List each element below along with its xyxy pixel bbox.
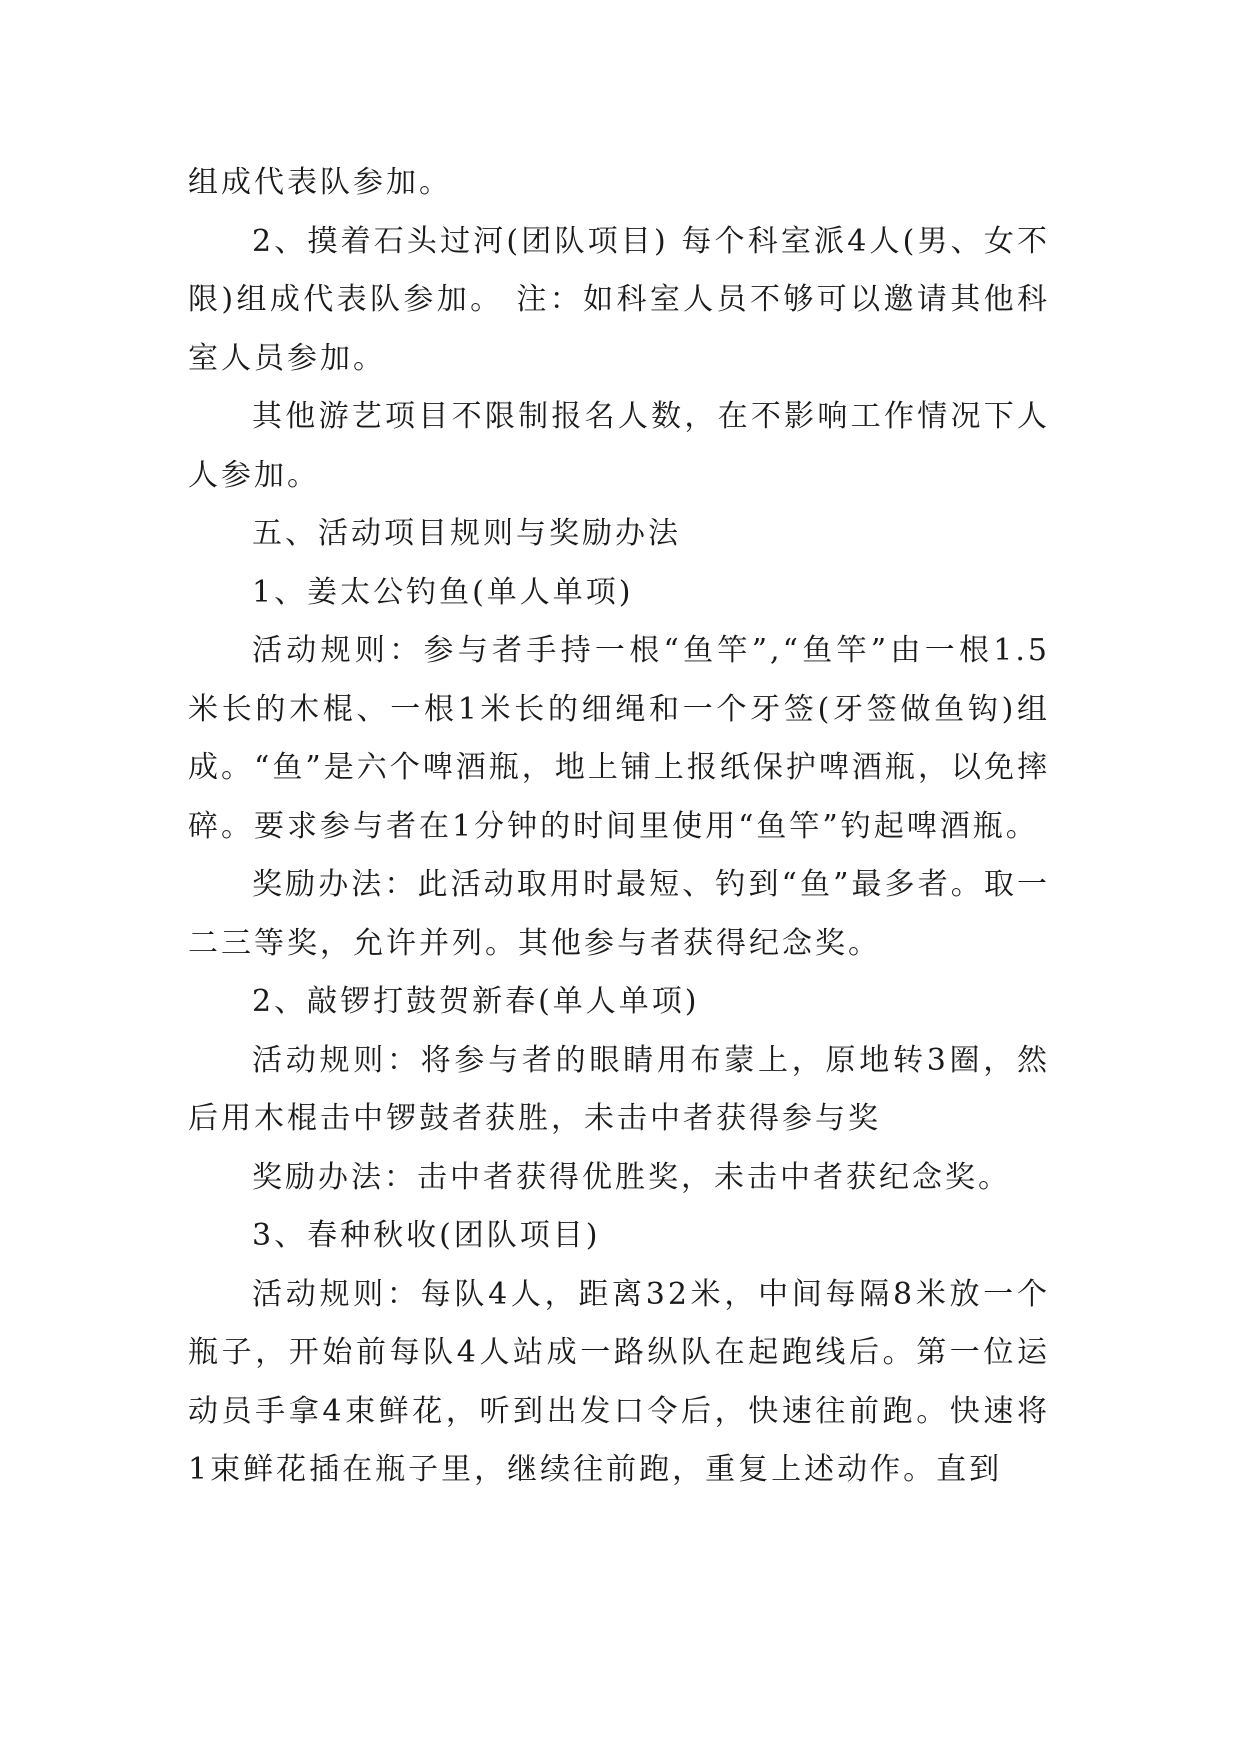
paragraph-fishing-awards: 奖励办法：此活动取用时最短、钓到“鱼”最多者。取一二三等奖，允许并列。其他参与者获得纪念奖。 <box>188 867 1050 961</box>
paragraph-item-2-stone-river: 2、摸着石头过河(团队项目) 每个科室派4人(男、女不限)组成代表队参加。 注：如科室人员不够可以邀请其他科室人员参加。 <box>188 223 1050 376</box>
paragraph-other-games: 其他游艺项目不限制报名人数，在不影响工作情况下人人参加。 <box>188 399 1050 493</box>
document-body <box>188 154 1050 1500</box>
item-heading-spring-autumn: 3、春种秋收(团队项目) <box>252 1218 601 1253</box>
item-heading-gong-drum: 2、敲锣打鼓贺新春(单人单项) <box>252 984 700 1019</box>
paragraph-continuation: 组成代表队参加。 <box>188 165 452 200</box>
paragraph-gong-drum-rules: 活动规则：将参与者的眼睛用布蒙上，原地转3圈，然后用木棍击中锣鼓者获胜，未击中者获得参与奖 <box>188 1042 1050 1136</box>
paragraph-fishing-rules: 活动规则：参与者手持一根“鱼竿”,“鱼竿”由一根1.5米长的木棍、一根1米长的细绳和一个牙签(牙签做鱼钩)组成。“鱼”是六个啤酒瓶，地上铺上报纸保护啤酒瓶，以免摔碎。要求参与者在1分钟的时间里使用“鱼竿”钓起啤酒瓶。 <box>188 633 1050 844</box>
item-heading-fishing: 1、姜太公钓鱼(单人单项) <box>252 574 634 610</box>
paragraph-spring-autumn-rules: 活动规则：每队4人，距离32米，中间每隔8米放一个瓶子，开始前每队4人站成一路纵队在起跑线后。第一位运动员手拿4束鲜花，听到出发口令后，快速往前跑。快速将1束鲜花插在瓶子里，继续往前跑，重复上述动作。直到 <box>188 1276 1050 1487</box>
section-heading-rules: 五、活动项目规则与奖励办法 <box>252 516 681 551</box>
paragraph-gong-drum-awards: 奖励办法：击中者获得优胜奖，未击中者获纪念奖。 <box>252 1159 1011 1195</box>
